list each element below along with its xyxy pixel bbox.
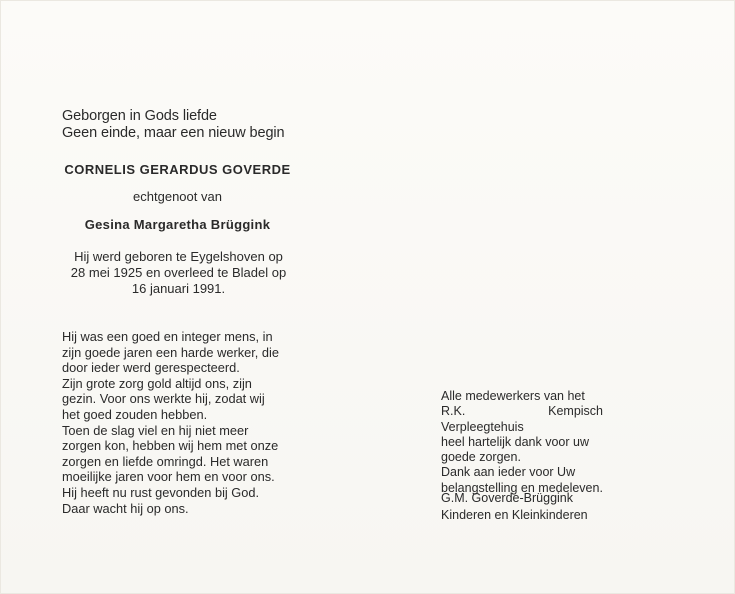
- thanks-line: Dank aan ieder voor Uw: [441, 465, 576, 480]
- thanks-line: goede zorgen.: [441, 450, 521, 465]
- story-line: het goed zouden hebben.: [62, 406, 208, 422]
- birth-death-line: 28 mei 1925 en overleed te Bladel op: [70, 265, 287, 280]
- family-signature: [441, 490, 588, 523]
- relation-label: echtgenoot van: [133, 189, 222, 204]
- thanks-line: R.K. Kempisch Verpleegtehuis: [441, 404, 603, 434]
- thanks-text: [441, 389, 603, 496]
- motto-line-2: Geen einde, maar een nieuw begin: [62, 125, 285, 141]
- birth-death-line: 16 januari 1991.: [131, 281, 226, 296]
- story-line: zorgen kon, hebben wij hem met onze: [62, 438, 279, 454]
- story-line: zijn goede jaren een harde werker, die: [62, 344, 279, 360]
- signature-line-2: Kinderen en Kleinkinderen: [441, 507, 588, 522]
- spouse-name: Gesina Margaretha Brüggink: [84, 217, 271, 232]
- story-line: gezin. Voor ons werkte hij, zodat wij: [62, 391, 265, 407]
- birth-death-text: [62, 249, 295, 297]
- signature-line-1: G.M. Goverde-Brüggink: [441, 491, 573, 505]
- story-line: Hij heeft nu rust gevonden bij God.: [62, 484, 260, 500]
- story-line: Toen de slag viel en hij niet meer: [62, 422, 249, 438]
- thanks-line: heel hartelijk dank voor uw: [441, 434, 589, 449]
- deceased-name: CORNELIS GERARDUS GOVERDE: [64, 162, 291, 177]
- story-line: moeilijke jaren voor hem en voor ons.: [62, 469, 275, 485]
- motto-line-1: Geborgen in Gods liefde: [62, 108, 217, 124]
- thanks-line: Alle medewerkers van het: [441, 389, 585, 403]
- story-line: zorgen en liefde omringd. Het waren: [62, 453, 269, 469]
- story-text: [62, 329, 295, 516]
- story-line: Daar wacht hij op ons.: [62, 500, 189, 516]
- story-line: door ieder werd gerespecteerd.: [62, 360, 240, 376]
- story-line: Hij was een goed en integer mens, in: [62, 329, 273, 344]
- birth-death-line: Hij werd geboren te Eygelshoven op: [74, 249, 283, 264]
- story-line: Zijn grote zorg gold altijd ons, zijn: [62, 375, 252, 391]
- thanks-line: belangstelling en medeleven.: [441, 480, 603, 495]
